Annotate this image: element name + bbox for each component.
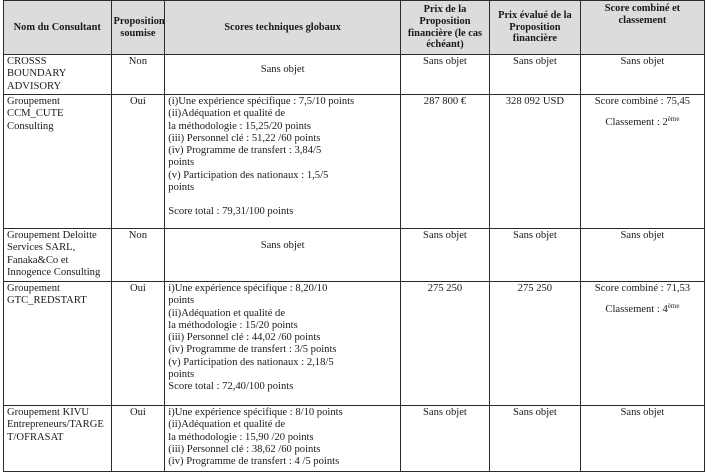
tech-line: la méthodologie : 15,90 /20 points [168, 431, 314, 443]
combined-score-value: Score combiné : 71,53 [594, 283, 691, 294]
price-value: Sans objet [401, 55, 490, 95]
rank-value [584, 304, 701, 316]
tech-line: i)Une expérience spécifique : 8/10 points [168, 407, 343, 418]
combined-score [580, 282, 704, 406]
consultant-name: Groupement GTC_REDSTART [4, 282, 112, 406]
tech-line: (iv) Programme de transfert : 3,84/5 [168, 145, 322, 157]
tech-line: (ii)Adéquation et qualité de [168, 419, 286, 431]
evaluated-price-value: 328 092 USD [489, 95, 580, 229]
consultant-name: CROSSS BOUNDARY ADVISORY [4, 55, 112, 95]
combined-score-value: Sans objet [580, 229, 704, 282]
tech-scores [165, 95, 401, 229]
rank-value [584, 117, 701, 129]
tech-total: Score total : 72,40/100 points [168, 381, 294, 393]
evaluation-table [3, 0, 705, 472]
evaluated-price-value: 275 250 [489, 282, 580, 406]
rank-text: Classement : 4 [605, 304, 668, 316]
table-row [4, 95, 705, 229]
consultant-name: Groupement Deloitte Services SARL, Fanaka&Co et Innogence Consulting [4, 229, 112, 282]
price-value: Sans objet [401, 406, 490, 472]
tech-line: points [168, 295, 195, 307]
tech-line: (iii) Personnel clé : 51,22 /60 points [168, 132, 321, 144]
consultant-name: Groupement CCM_CUTE Consulting [4, 95, 112, 229]
table-row [4, 229, 705, 282]
rank-text: Classement : 2 [605, 117, 668, 129]
table-row [4, 55, 705, 95]
submitted-value: Oui [111, 406, 165, 472]
header-row [4, 1, 705, 55]
tech-line: points [168, 369, 195, 381]
price-value: 287 800 € [401, 95, 490, 229]
header-combined-score: Score combiné et classement [580, 1, 704, 55]
submitted-value: Non [111, 55, 165, 95]
tech-line: (iv) Programme de transfert : 4 /5 points [168, 456, 340, 468]
tech-total: Score total : 79,31/100 points [168, 206, 294, 218]
tech-line: (ii)Adéquation et qualité de [168, 307, 286, 319]
price-value: 275 250 [401, 282, 490, 406]
tech-line: points [168, 157, 195, 169]
header-evaluated-price: Prix évalué de la Proposition financière [489, 1, 580, 55]
tech-scores [165, 55, 401, 95]
consultant-name: Groupement KIVU Entrepreneurs/TARGE T/OFRASAT [4, 406, 112, 472]
combined-score-value: Sans objet [580, 406, 704, 472]
tech-line: i)Une expérience spécifique : 8,20/10 [168, 283, 328, 294]
header-price: Prix de la Proposition financière (le cas échéant) [401, 1, 490, 55]
tech-na: Sans objet [260, 64, 305, 75]
tech-line: la méthodologie : 15,25/20 points [168, 120, 311, 132]
tech-line: (iv) Programme de transfert : 3/5 points [168, 344, 337, 356]
tech-line: (ii)Adéquation et qualité de [168, 108, 286, 120]
rank-suffix: ème [667, 302, 680, 311]
evaluated-price-value: Sans objet [489, 55, 580, 95]
rank-suffix: ème [667, 115, 680, 124]
submitted-value: Oui [111, 282, 165, 406]
tech-line: (iii) Personnel clé : 44,02 /60 points [168, 332, 321, 344]
header-submitted: Proposition soumise [111, 1, 165, 55]
tech-line: (i)Une expérience spécifique : 7,5/10 points [168, 96, 355, 107]
tech-na: Sans objet [260, 240, 305, 251]
submitted-value: Oui [111, 95, 165, 229]
header-tech-scores: Scores techniques globaux [165, 1, 401, 55]
evaluated-price-value: Sans objet [489, 406, 580, 472]
tech-line: (v) Participation des nationaux : 2,18/5 [168, 356, 334, 368]
submitted-value: Non [111, 229, 165, 282]
header-name: Nom du Consultant [4, 1, 112, 55]
tech-line: (iii) Personnel clé : 38,62 /60 points [168, 443, 321, 455]
tech-line: la méthodologie : 15/20 points [168, 319, 298, 331]
combined-score-value: Score combiné : 75,45 [594, 96, 691, 107]
table-row [4, 282, 705, 406]
price-value: Sans objet [401, 229, 490, 282]
combined-score-value: Sans objet [580, 55, 704, 95]
table-row [4, 406, 705, 472]
evaluated-price-value: Sans objet [489, 229, 580, 282]
tech-scores [165, 406, 401, 472]
tech-line: points [168, 182, 195, 194]
tech-scores [165, 229, 401, 282]
combined-score [580, 95, 704, 229]
tech-scores [165, 282, 401, 406]
tech-line: (v) Participation des nationaux : 1,5/5 [168, 169, 329, 181]
